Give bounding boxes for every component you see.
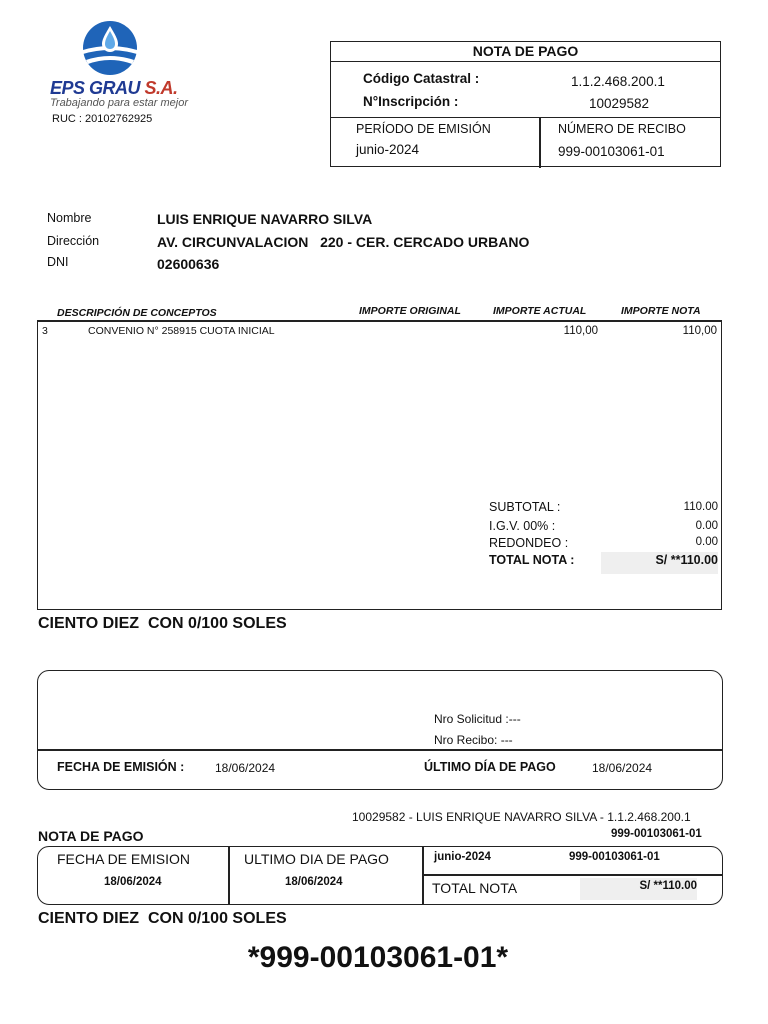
igv-label: I.G.V. 00% : <box>489 519 556 533</box>
concept-code: 3 <box>42 325 48 337</box>
codigo-catastral-label: Código Catastral : <box>363 71 480 86</box>
direccion-value: AV. CIRCUNVALACION 220 - CER. CERCADO URBANO <box>157 234 530 250</box>
stub-ultimo-dia-value: 18/06/2024 <box>285 876 343 888</box>
redondeo-value: 0.00 <box>695 536 718 548</box>
payment-info-divider <box>37 749 723 751</box>
stub-divider-2 <box>422 847 424 904</box>
ultimo-dia-value: 18/06/2024 <box>592 761 653 775</box>
nro-solicitud: Nro Solicitud :--- <box>434 712 521 726</box>
recibo-label: NÚMERO DE RECIBO <box>558 122 686 136</box>
concept-importe-nota: 110,00 <box>682 325 717 337</box>
dni-label: DNI <box>47 255 69 269</box>
dni-value: 02600636 <box>157 256 220 272</box>
company-brand: EPS GRAU S.A. <box>50 78 178 98</box>
col-header-actual: IMPORTE ACTUAL <box>493 305 587 317</box>
inscripcion-value: 10029582 <box>589 96 650 111</box>
stub-receipt-number: 999-00103061-01 <box>611 828 702 840</box>
redondeo-label: REDONDEO : <box>489 536 569 550</box>
total-label: TOTAL NOTA : <box>489 553 575 567</box>
subtotal-value: 110.00 <box>683 501 718 513</box>
stub-divider-1 <box>228 847 230 904</box>
amount-in-words: CIENTO DIEZ CON 0/100 SOLES <box>38 615 287 632</box>
barcode-text: *999-00103061-01* <box>247 941 509 974</box>
nro-recibo: Nro Recibo: --- <box>434 733 513 747</box>
stub-total-label: TOTAL NOTA <box>432 880 518 896</box>
header-divider <box>539 118 541 168</box>
igv-value: 0.00 <box>695 520 718 532</box>
inscripcion-label: N°Inscripción : <box>363 94 459 109</box>
stub-title: NOTA DE PAGO <box>38 828 144 844</box>
total-value: S/ **110.00 <box>655 553 718 567</box>
concept-description: CONVENIO N° 258915 CUOTA INICIAL <box>88 325 275 337</box>
fecha-emision-value: 18/06/2024 <box>215 761 276 775</box>
company-ruc: RUC : 20102762925 <box>52 113 153 125</box>
col-header-nota: IMPORTE NOTA <box>621 305 701 317</box>
stub-divider-h <box>423 874 722 876</box>
stub-fecha-emision-value: 18/06/2024 <box>104 876 162 888</box>
stub-fecha-emision-label: FECHA DE EMISION <box>57 851 191 867</box>
stub-periodo: junio-2024 <box>434 851 491 863</box>
stub-summary-line: 10029582 - LUIS ENRIQUE NAVARRO SILVA - 1.1.2.468.200.1 <box>352 810 691 824</box>
direccion-label: Dirección <box>47 234 100 248</box>
ultimo-dia-label: ÚLTIMO DÍA DE PAGO <box>424 760 556 774</box>
nombre-value: LUIS ENRIQUE NAVARRO SILVA <box>157 211 373 227</box>
header-title: NOTA DE PAGO <box>331 42 720 62</box>
col-header-descripcion: DESCRIPCIÓN DE CONCEPTOS <box>57 307 217 319</box>
concept-importe-actual: 110,00 <box>563 325 598 337</box>
periodo-value: junio-2024 <box>356 142 420 157</box>
fecha-emision-label: FECHA DE EMISIÓN : <box>57 760 185 774</box>
subtotal-label: SUBTOTAL : <box>489 500 561 514</box>
recibo-value: 999-00103061-01 <box>558 144 665 159</box>
stub-ultimo-dia-label: ULTIMO DIA DE PAGO <box>244 851 389 867</box>
stub-amount-in-words: CIENTO DIEZ CON 0/100 SOLES <box>38 910 287 927</box>
nombre-label: Nombre <box>47 211 92 225</box>
company-logo-icon <box>80 20 140 78</box>
stub-total-value: S/ **110.00 <box>639 880 697 892</box>
company-tagline: Trabajando para estar mejor <box>50 97 188 109</box>
periodo-label: PERÍODO DE EMISIÓN <box>356 122 491 136</box>
stub-recibo: 999-00103061-01 <box>569 851 660 863</box>
codigo-catastral-value: 1.1.2.468.200.1 <box>571 74 665 89</box>
col-header-original: IMPORTE ORIGINAL <box>359 305 461 317</box>
